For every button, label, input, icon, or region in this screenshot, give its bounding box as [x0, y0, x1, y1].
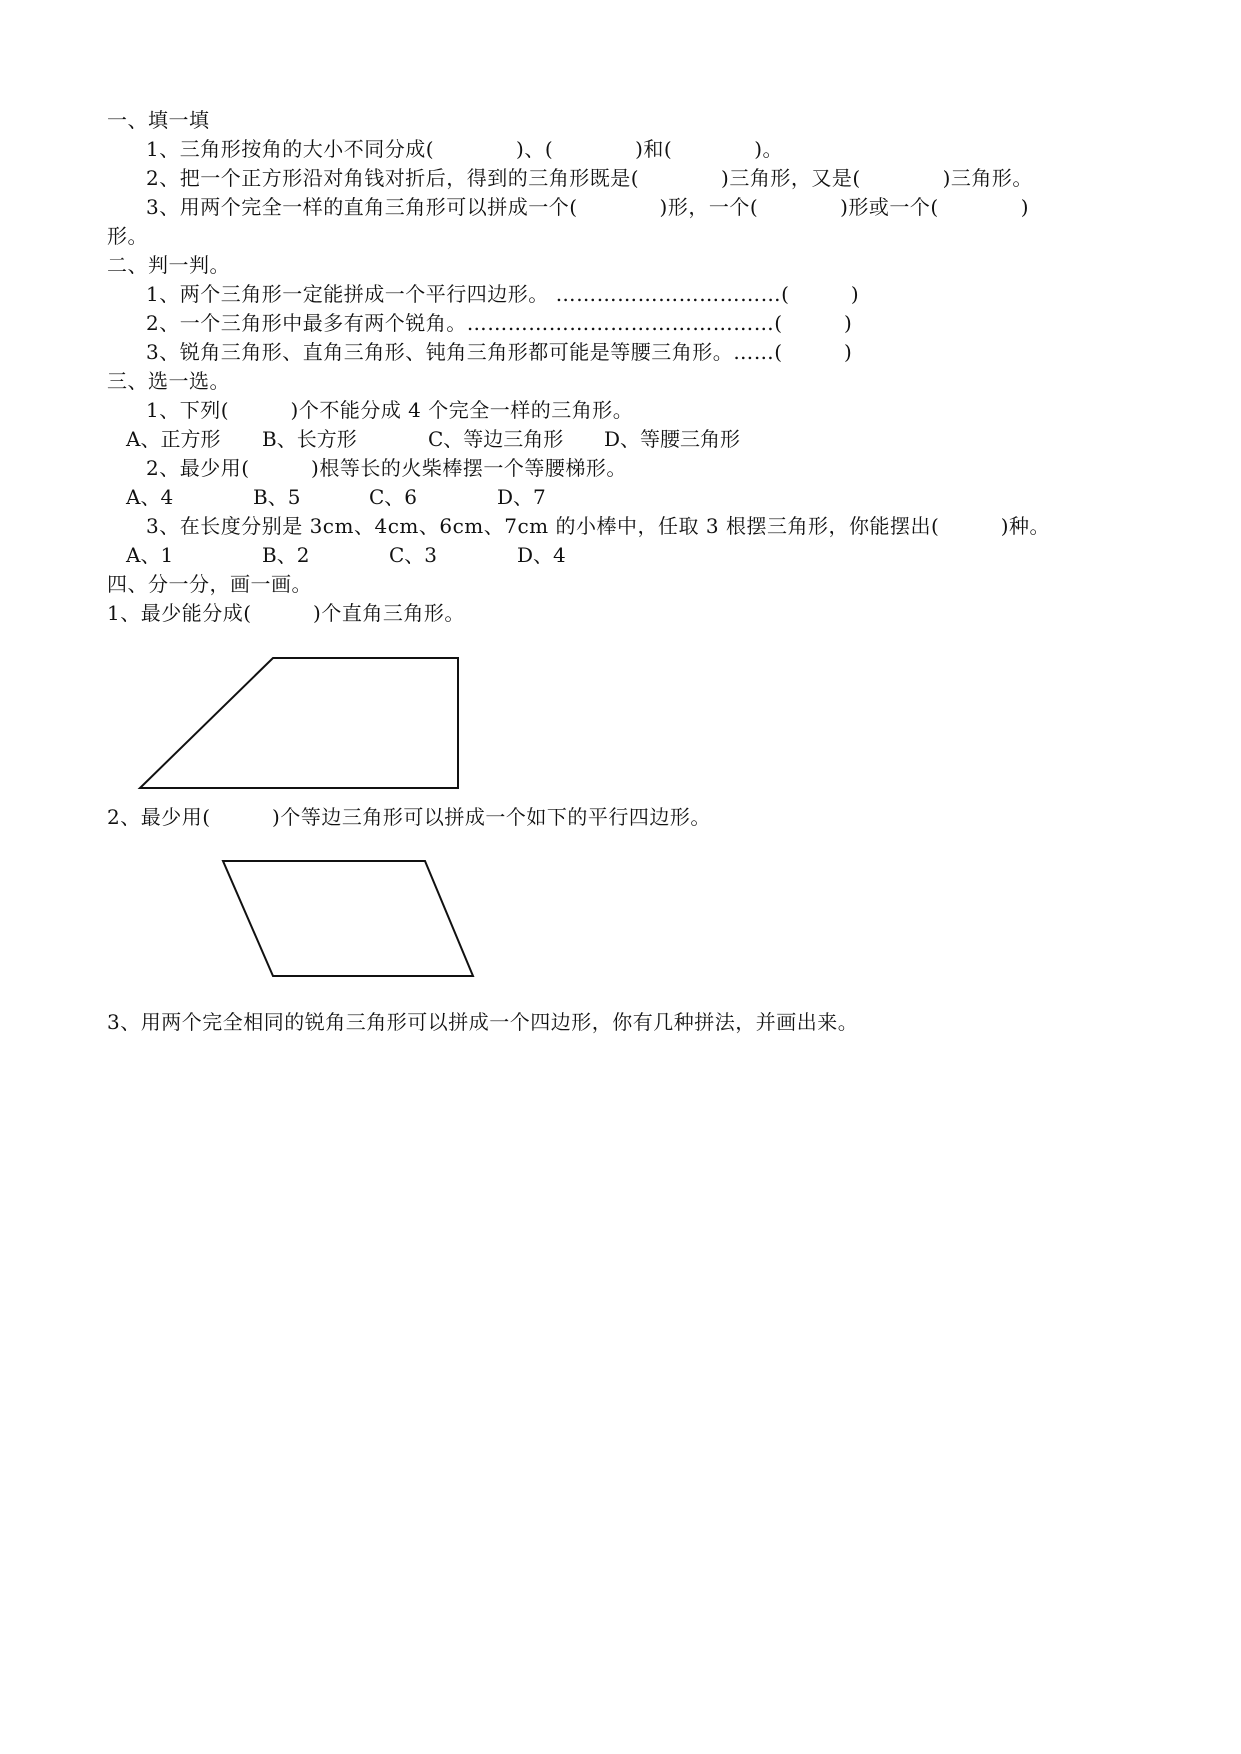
section3-q3-option-a: A、1 [126, 543, 174, 567]
section2-question-1: 1、两个三角形一定能拼成一个平行四边形。 ……………………………( ) [146, 282, 860, 306]
section3-q3-option-b: B、2 [262, 543, 310, 567]
section4-heading: 四、分一分，画一画。 [107, 572, 312, 596]
section4-question-1: 1、最少能分成( )个直角三角形。 [107, 601, 465, 625]
section1-question-3-line2: 形。 [107, 224, 148, 248]
section3-q1-option-b: B、长方形 [262, 427, 357, 451]
section3-q1-option-c: C、等边三角形 [428, 427, 564, 451]
section3-heading: 三、选一选。 [107, 369, 230, 393]
section3-question-1: 1、下列( )个不能分成 4 个完全一样的三角形。 [146, 398, 634, 422]
section1-question-2: 2、把一个正方形沿对角钱对折后，得到的三角形既是( )三角形，又是( )三角形。 [146, 166, 1033, 190]
section3-q2-option-b: B、5 [253, 485, 301, 509]
section4-question-2: 2、最少用( )个等边三角形可以拼成一个如下的平行四边形。 [107, 805, 711, 829]
section2-question-2: 2、一个三角形中最多有两个锐角。………………………………………( ) [146, 311, 853, 335]
section3-q2-option-c: C、6 [369, 485, 418, 509]
section3-q2-option-d: D、7 [497, 485, 546, 509]
section1-heading: 一、填一填 [107, 108, 210, 132]
section4-question-3: 3、用两个完全相同的锐角三角形可以拼成一个四边形，你有几种拼法，并画出来。 [107, 1010, 859, 1034]
section2-question-3: 3、锐角三角形、直角三角形、钝角三角形都可能是等腰三角形。……( ) [146, 340, 853, 364]
parallelogram-outline [223, 861, 473, 976]
section3-question-2: 2、最少用( )根等长的火柴棒摆一个等腰梯形。 [146, 456, 627, 480]
section3-question-3: 3、在长度分别是 3cm、4cm、6cm、7cm 的小棒中，任取 3 根摆三角形，你能摆出( )种。 [146, 514, 1051, 538]
section3-q3-option-c: C、3 [389, 543, 438, 567]
section1-question-1: 1、三角形按角的大小不同分成( )、( )和( )。 [146, 137, 784, 161]
section3-q3-option-d: D、4 [517, 543, 566, 567]
section3-q1-option-d: D、等腰三角形 [604, 427, 741, 451]
section2-heading: 二、判一判。 [107, 253, 230, 277]
section3-q1-option-a: A、正方形 [126, 427, 221, 451]
section1-question-3-line1: 3、用两个完全一样的直角三角形可以拼成一个( )形，一个( )形或一个( ) [146, 195, 1030, 219]
section3-q2-option-a: A、4 [126, 485, 174, 509]
